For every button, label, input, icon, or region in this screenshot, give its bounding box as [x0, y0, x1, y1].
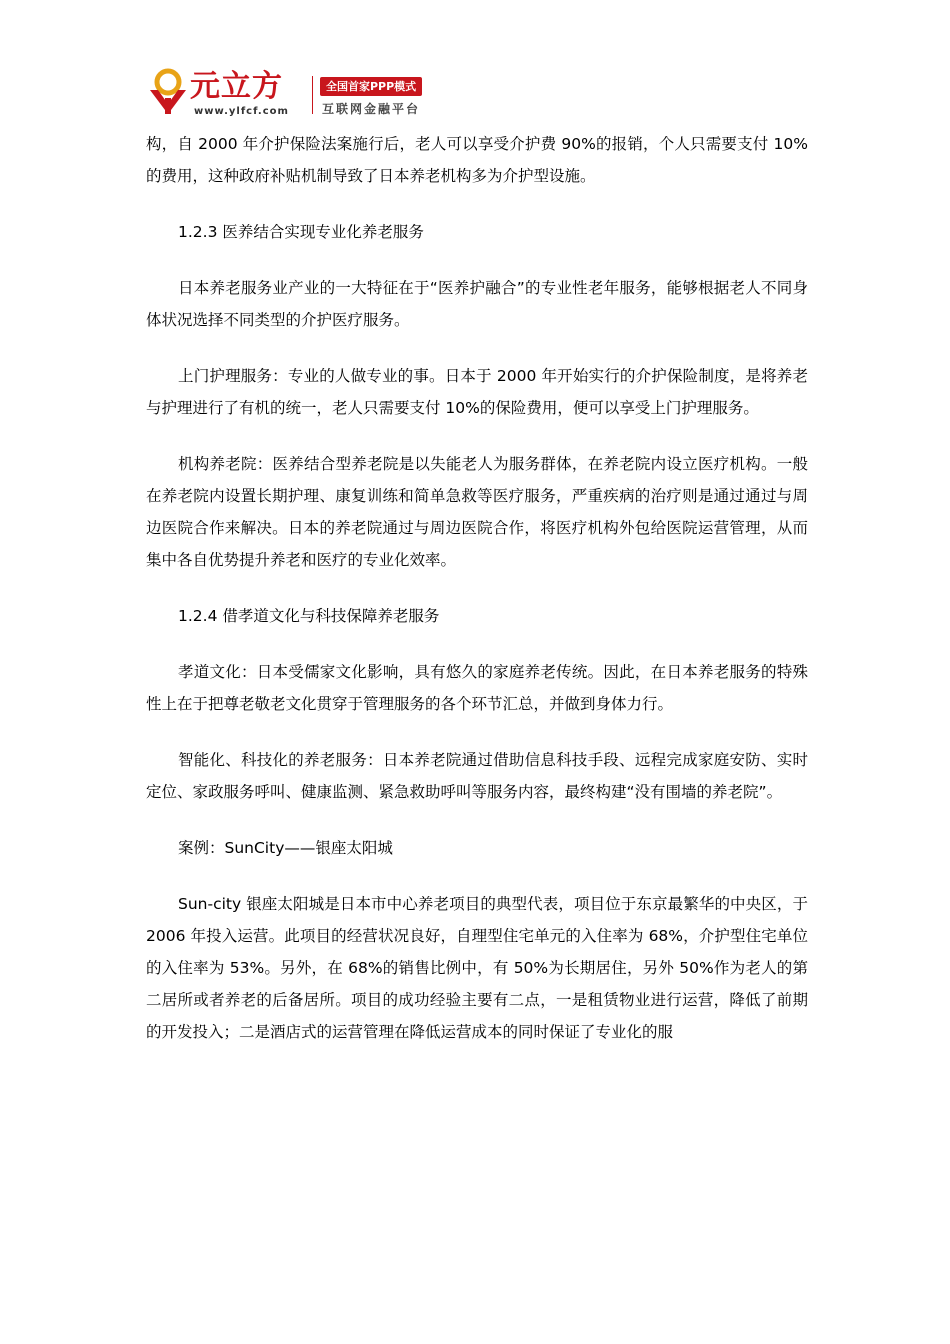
- case-heading: 案例：SunCity——银座太阳城: [178, 839, 393, 857]
- paragraph: 孝道文化：日本受儒家文化影响，具有悠久的家庭养老传统。因此，在日本养老服务的特殊性上在于把尊老敬老文化贯穿于管理服务的各个环节汇总，并做到身体力行。: [146, 663, 808, 713]
- header-divider: [312, 76, 313, 114]
- paragraph: 日本养老服务业产业的一大特征在于“医养护融合”的专业性老年服务，能够根据老人不同身体状况选择不同类型的介护医疗服务。: [146, 279, 808, 329]
- paragraph: 上门护理服务：专业的人做专业的事。日本于 2000 年开始实行的介护保险制度，是将养老与护理进行了有机的统一，老人只需要支付 10%的保险费用，便可以享受上门护理服务。: [146, 367, 808, 417]
- brand-logo-icon: [146, 68, 190, 116]
- paragraph: 机构养老院：医养结合型养老院是以失能老人为服务群体，在养老院内设立医疗机构。一般在养老院内设置长期护理、康复训练和简单急救等医疗服务，严重疾病的治疗则是通过通过与周边医院合作来解决。日本的养老院通过与周边医院合作，将医疗机构外包给医院运营管理，从而集中各自优势提升养老和医疗的专业化效率。: [146, 455, 808, 569]
- document-body: [146, 128, 808, 1072]
- paragraph-continued: 构，自 2000 年介护保险法案施行后，老人可以享受介护费 90%的报销，个人只需要支付 10%的费用，这种政府补贴机制导致了日本养老机构多为介护型设施。: [146, 135, 808, 185]
- section-heading-1-2-4: 1.2.4 借孝道文化与科技保障养老服务: [178, 607, 440, 625]
- page-header: [146, 64, 466, 124]
- tagline-subtitle: 互联网金融平台: [322, 102, 421, 116]
- brand-url: www.ylfcf.com: [194, 106, 289, 117]
- brand-name: 元立方: [190, 69, 283, 104]
- paragraph: 智能化、科技化的养老服务：日本养老院通过借助信息科技手段、远程完成家庭安防、实时定位、家政服务呼叫、健康监测、紧急救助呼叫等服务内容，最终构建“没有围墙的养老院”。: [146, 751, 808, 801]
- section-heading-1-2-3: 1.2.3 医养结合实现专业化养老服务: [178, 223, 424, 241]
- tagline-badge: 全国首家PPP模式: [320, 77, 422, 96]
- paragraph: Sun-city 银座太阳城是日本市中心养老项目的典型代表，项目位于东京最繁华的中央区，于 2006 年投入运营。此项目的经营状况良好，自理型住宅单元的入住率为 68%，介护型住宅单位的入住率为 53%。另外，在 68%的销售比例中，有 50%为长期居住，另外 50%作为老人的第二居所或者养老的后备居所。项目的成功经验主要有二点，一是租赁物业进行运营，降低了前期的开发投入；二是酒店式的运营管理在降低运营成本的同时保证了专业化的服: [146, 895, 808, 1041]
